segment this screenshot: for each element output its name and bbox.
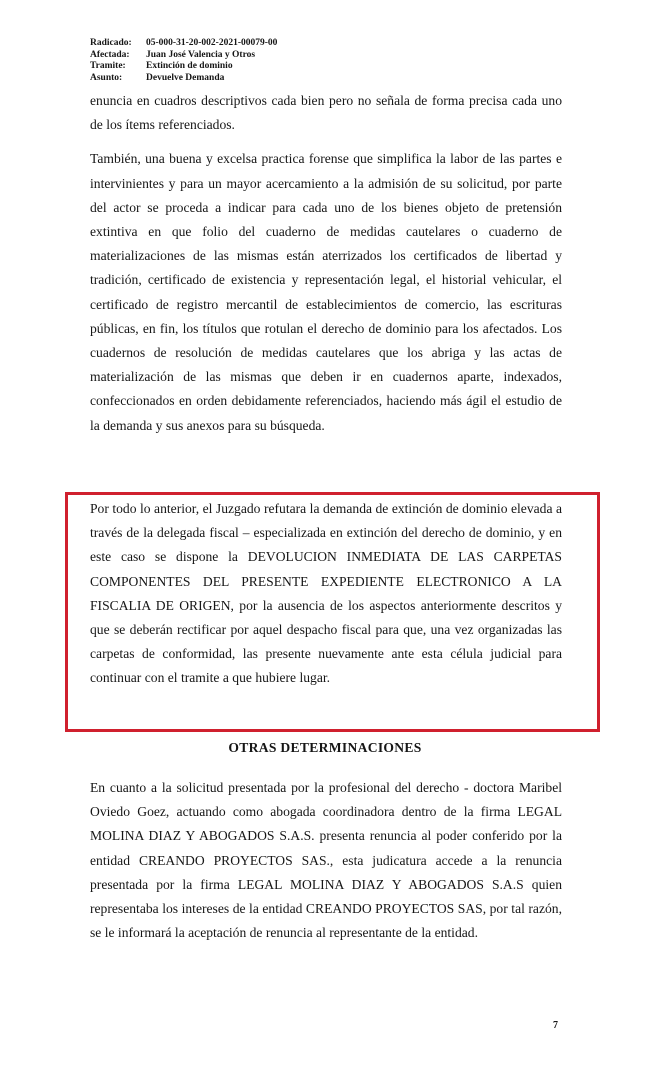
- header-row-afectada: [90, 50, 277, 62]
- header-value: Devuelve Demanda: [146, 72, 225, 83]
- header-value: Extinción de dominio: [146, 61, 233, 71]
- paragraph-devolucion: Por todo lo anterior, el Juzgado refutara la demanda de extinción de dominio elevada a través de la delegada fiscal – especializada en extinción del derecho de dominio, y en este caso se dispone la DEVOLUCION INMEDIATA DE LAS CARPETAS COMPONENTES DEL PRESENTE EXPEDIENTE ELECTRONICO A LA FISCALIA DE ORIGEN, por la ausencia de los aspectos anteriormente descritos y que se deberán rectificar por aquel despacho fiscal para que, una vez organizadas las carpetas de conformidad, las presente nuevamente ante esta célula judicial para continuar con el tramite a que hubiere lugar.: [90, 501, 562, 686]
- paragraph-continuation: enuncia en cuadros descriptivos cada bien pero no señala de forma precisa cada uno de los ítems referenciados.: [90, 93, 562, 133]
- header-row-tramite: [90, 61, 277, 73]
- header-label: Radicado:: [90, 38, 132, 48]
- page-number: 7: [553, 1020, 558, 1031]
- section-title-otras-determinaciones: OTRAS DETERMINACIONES: [228, 740, 422, 755]
- document-body: [90, 89, 562, 460]
- header-label: Asunto:: [90, 72, 123, 83]
- header-row-radicado: [90, 38, 277, 50]
- case-header: [90, 38, 277, 84]
- header-label: Tramite:: [90, 61, 126, 71]
- header-row-asunto: [90, 73, 277, 85]
- header-value: Juan José Valencia y Otros: [146, 49, 256, 60]
- header-value: 05-000-31-20-002-2021-00079-00: [146, 38, 278, 48]
- paragraph-good-practice: También, una buena y excelsa practica forense que simplifica la labor de las partes e intervinientes y para un mayor acercamiento a la admisión de su solicitud, por parte del actor se proceda a indicar para cada uno de los bienes objeto de pretensión extintiva en que folio del cuaderno de medidas cautelares o cuaderno de materializaciones de las mismas están aterrizados los certificados de libertad y tradición, certificado de existencia y representación legal, el historial vehicular, el certificado de registro mercantil de establecimientos de comercio, las escrituras públicas, en fin, los títulos que rotulan el derecho de dominio para los afectados. Los cuadernos de resolución de medidas cautelares que los abriga y las actas de materialización de las mismas que deben ir en cuadernos aparte, indexados, confeccionados en orden debidamente referenciados, haciendo más ágil el estudio de la demanda y sus anexos para su búsqueda.: [90, 151, 562, 433]
- paragraph-renuncia: En cuanto a la solicitud presentada por la profesional del derecho - doctora Maribel Oviedo Goez, actuando como abogada coordinadora dentro de la firma LEGAL MOLINA DIAZ Y ABOGADOS S.A.S. presenta renuncia al poder conferido por la entidad CREANDO PROYECTOS SAS., esta judicatura accede a la renuncia presentada por la firma LEGAL MOLINA DIAZ Y ABOGADOS S.A.S quien representaba los intereses de la entidad CREANDO PROYECTOS SAS, por tal razón, se le informará la aceptación de renuncia al representante de la entidad.: [90, 780, 562, 941]
- header-label: Afectada:: [90, 49, 130, 60]
